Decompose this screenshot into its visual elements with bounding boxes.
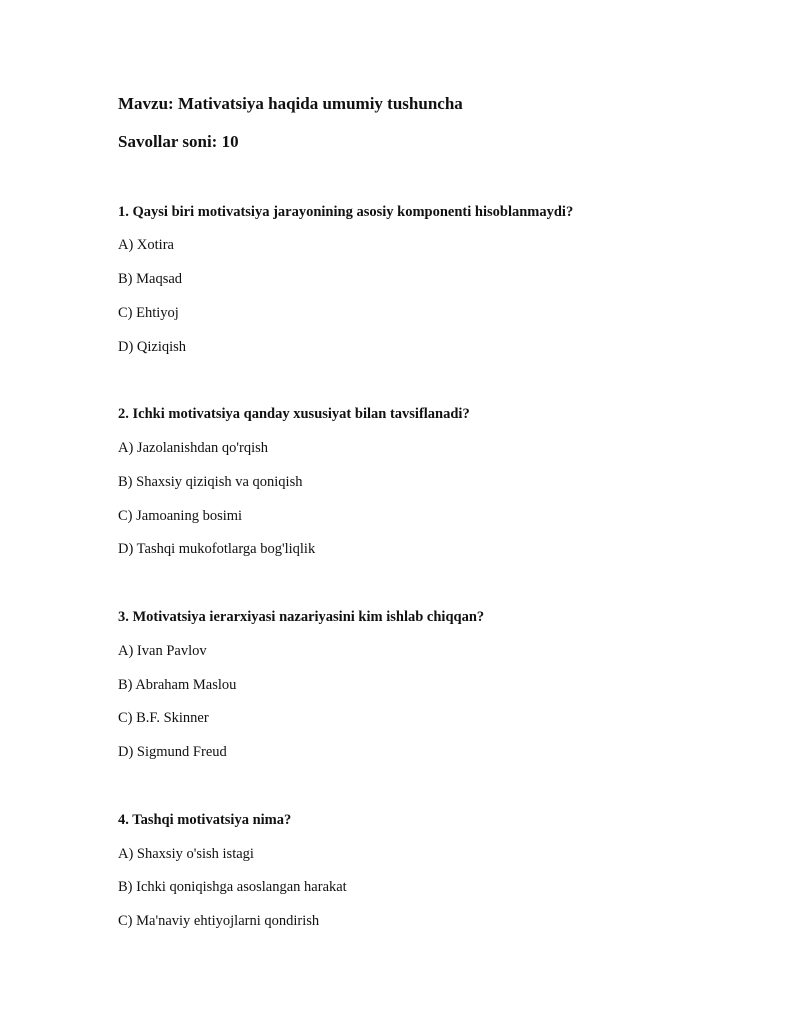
question-text: 3. Motivatsiya ierarxiyasi nazariyasini kim ishlab chiqqan?: [118, 609, 485, 625]
answer-option: C) Ma'naviy ehtiyojlarni qondirish: [118, 913, 320, 929]
answer-option: D) Tashqi mukofotlarga bog'liqlik: [118, 541, 316, 557]
answer-option: C) Jamoaning bosimi: [118, 508, 243, 524]
answer-option: B) Shaxsiy qiziqish va qoniqish: [118, 474, 303, 490]
topic-title: Mavzu: Mativatsiya haqida umumiy tushuncha: [118, 94, 463, 113]
answer-option: D) Sigmund Freud: [118, 744, 227, 760]
question-count: Savollar soni: 10: [118, 132, 239, 151]
answer-option: A) Xotira: [118, 237, 174, 253]
question-text: 4. Tashqi motivatsiya nima?: [118, 812, 292, 828]
question-text: 2. Ichki motivatsiya qanday xususiyat bilan tavsiflanadi?: [118, 406, 470, 422]
answer-option: A) Ivan Pavlov: [118, 643, 207, 659]
answer-option: B) Maqsad: [118, 271, 183, 287]
answer-option: A) Jazolanishdan qo'rqish: [118, 440, 268, 456]
answer-option: B) Abraham Maslou: [118, 677, 237, 693]
answer-option: D) Qiziqish: [118, 339, 187, 355]
answer-option: C) B.F. Skinner: [118, 710, 209, 726]
answer-option: A) Shaxsiy o'sish istagi: [118, 846, 254, 862]
answer-option: B) Ichki qoniqishga asoslangan harakat: [118, 879, 347, 895]
answer-option: C) Ehtiyoj: [118, 305, 179, 321]
question-text: 1. Qaysi biri motivatsiya jarayonining asosiy komponenti hisoblanmaydi?: [118, 204, 574, 220]
